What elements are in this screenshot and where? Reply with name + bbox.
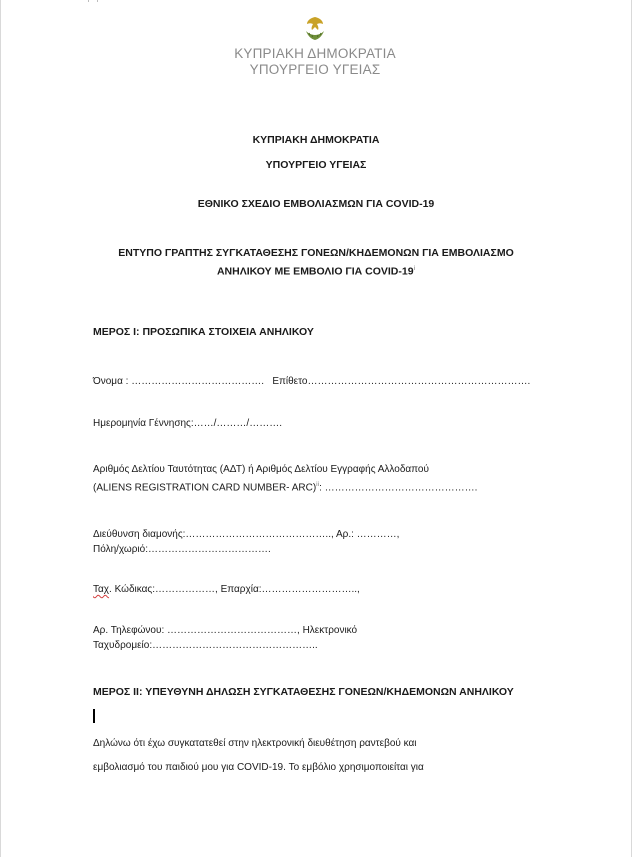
name-field-line[interactable] (93, 374, 530, 389)
title-vaccination-plan: ΕΘΝΙΚΟ ΣΧΕΔΙΟ ΕΜΒΟΛΙΑΣΜΩΝ ΓΙΑ COVID-19 (197, 198, 435, 210)
surname-dots[interactable]: …………………………………………………………. (307, 376, 531, 387)
letterhead-republic: ΚΥΠΡΙΑΚΗ ΔΗΜΟΚΡΑΤΙΑ (234, 46, 396, 61)
postal-prefix-spellcheck: Ταχ (93, 584, 110, 595)
id-field-line[interactable] (93, 477, 477, 495)
address-field-line[interactable] (93, 527, 399, 542)
name-label: Όνομα : (93, 376, 129, 387)
phone-field-line[interactable] (93, 623, 357, 638)
letterhead-ministry: ΥΠΟΥΡΓΕΙΟ ΥΓΕΙΑΣ (249, 62, 381, 77)
dob-label: Ημερομηνία Γέννησης: (93, 418, 194, 429)
phone-dots[interactable]: …………………………………, Ηλεκτρονικό (167, 625, 358, 636)
postal-dots[interactable]: ………………, Επαρχία:……………………….., (155, 584, 360, 595)
name-dots[interactable]: …………………………………. (131, 376, 264, 387)
title-consent-form-line2 (0, 261, 632, 280)
letterhead (230, 14, 400, 78)
email-label: Ταχυδρομείο: (93, 640, 153, 651)
postal-field-line[interactable] (93, 582, 360, 597)
postal-label: . Κώδικας: (109, 584, 156, 595)
address-dots[interactable]: …………………………………….., Αρ.: …………, (185, 529, 400, 540)
declaration-line1: Δηλώνω ότι έχω συγκατατεθεί στην ηλεκτρονική διευθέτηση ραντεβού και (93, 738, 417, 749)
margin-corner-mark (88, 0, 98, 2)
title-republic: ΚΥΠΡΙΑΚΗ ΔΗΜΟΚΡΑΤΙΑ (252, 134, 380, 146)
id-label-line1: Αριθμός Δελτίου Ταυτότητας (ΑΔΤ) ή Αριθμός Δελτίου Εγγραφής Αλλοδαπού (93, 464, 429, 475)
text-cursor (93, 709, 95, 723)
cyprus-emblem-icon (302, 14, 328, 42)
title-consent-form-line2-text: ΑΝΗΛΙΚΟΥ ΜΕ ΕΜΒΟΛΙΟ ΓΙΑ COVID-19 (216, 265, 414, 278)
email-dots[interactable]: ………………………………………….. (152, 640, 318, 651)
city-field-line[interactable] (93, 542, 271, 557)
phone-label: Αρ. Τηλεφώνου: (93, 625, 165, 636)
city-label: Πόλη/χωριό: (93, 544, 148, 555)
email-field-line[interactable] (93, 638, 318, 653)
dob-field-line[interactable] (93, 416, 282, 431)
city-dots[interactable]: ………………………………. (147, 544, 271, 555)
arc-label: (ALIENS REGISTRATION CARD NUMBER- ARC) (93, 482, 317, 494)
part1-heading: ΜΕΡΟΣ Ι: ΠΡΟΣΩΠΙΚΑ ΣΤΟΙΧΕΙΑ ΑΝΗΛΙΚΟΥ (93, 326, 314, 338)
address-label: Διεύθυνση διαμονής: (93, 529, 186, 540)
footnote-ref-i[interactable]: i (413, 265, 416, 272)
id-dots[interactable]: : ………………………………………. (319, 482, 478, 494)
title-consent-form (0, 246, 632, 280)
declaration-line2: εμβολιασμό του παιδιού μου για COVID-19. Το εμβόλιο χρησιμοποιείται για (93, 762, 424, 773)
dob-dots[interactable]: ……/………/………. (193, 418, 282, 429)
surname-label: Επίθετο (272, 376, 308, 387)
part2-heading: ΜΕΡΟΣ ΙΙ: ΥΠΕΥΘΥΝΗ ΔΗΛΩΣΗ ΣΥΓΚΑΤΑΘΕΣΗΣ ΓΟΝΕΩΝ/ΚΗΔΕΜΟΝΩΝ ΑΝΗΛΙΚΟΥ (93, 686, 514, 698)
page-edge-left (0, 0, 1, 857)
title-consent-form-line1: ΕΝΤΥΠΟ ΓΡΑΠΤΗΣ ΣΥΓΚΑΤΑΘΕΣΗΣ ΓΟΝΕΩΝ/ΚΗΔΕΜΟΝΩΝ ΓΙΑ ΕΜΒΟΛΙΑΣΜΟ (118, 247, 514, 259)
title-ministry: ΥΠΟΥΡΓΕΙΟ ΥΓΕΙΑΣ (265, 159, 367, 171)
footnote-ref-ii[interactable]: ii (316, 481, 320, 488)
